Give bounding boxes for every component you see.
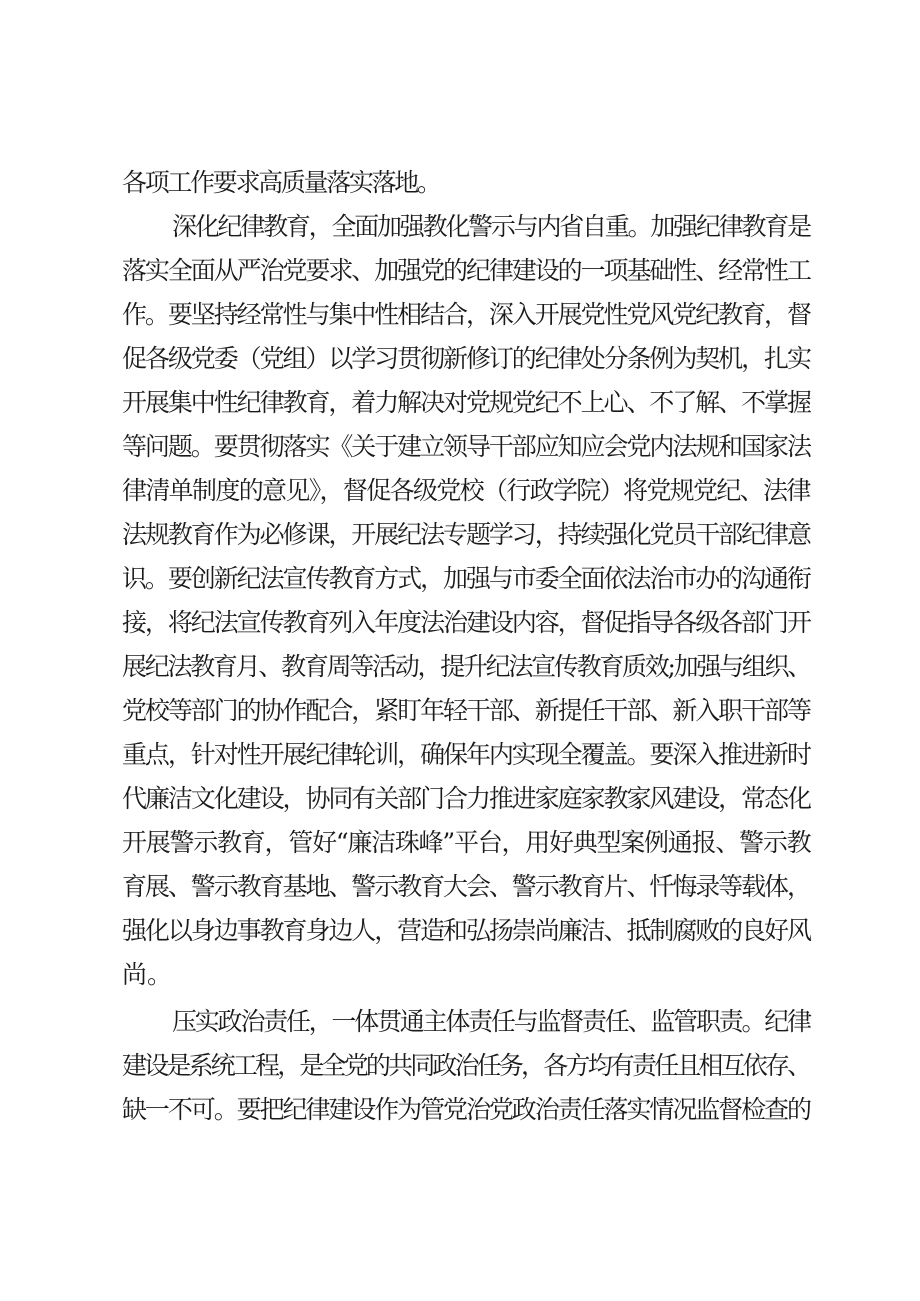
text-line: 重点，针对性开展纪律轮训，确保年内实现全覆盖。要深入推进新时 bbox=[122, 740, 810, 769]
text-line: 强化以身边事教育身边人，营造和弘扬崇尚廉洁、抵制腐败的良好风 bbox=[122, 916, 810, 945]
paragraph-2-first-line: 压实政治责任，一体贯通主体责任与监督责任、监管职责。纪律 bbox=[172, 1007, 810, 1036]
text-line: 促各级党委（党组）以学习贯彻新修订的纪律处分条例为契机，扎实 bbox=[122, 344, 810, 373]
text-line: 育展、警示教育基地、警示教育大会、警示教育片、忏悔录等载体， bbox=[122, 872, 810, 901]
text-line: 法规教育作为必修课，开展纪法专题学习，持续强化党员干部纪律意 bbox=[122, 520, 810, 549]
text-line: 接，将纪法宣传教育列入年度法治建设内容，督促指导各级各部门开 bbox=[122, 608, 810, 637]
text-line: 等问题。要贯彻落实《关于建立领导干部应知应会党内法规和国家法 bbox=[122, 432, 810, 461]
text-line: 开展警示教育，管好“廉洁珠峰”平台，用好典型案例通报、警示教 bbox=[122, 828, 811, 857]
text-line: 各项工作要求高质量落实落地。 bbox=[122, 168, 440, 197]
text-line: 缺一不可。要把纪律建设作为管党治党政治责任落实情况监督检查的 bbox=[122, 1095, 810, 1124]
text-line: 落实全面从严治党要求、加强党的纪律建设的一项基础性、经常性工 bbox=[122, 256, 810, 285]
text-line: 识。要创新纪法宣传教育方式，加强与市委全面依法治市办的沟通衔 bbox=[122, 564, 810, 593]
text-line: 建设是系统工程，是全党的共同政治任务，各方均有责任且相互依存、 bbox=[122, 1051, 810, 1080]
text-line: 代廉洁文化建设，协同有关部门合力推进家庭家教家风建设，常态化 bbox=[122, 784, 810, 813]
text-line: 展纪法教育月、教育周等活动，提升纪法宣传教育质效;加强与组织、 bbox=[122, 652, 811, 681]
text-line: 作。要坚持经常性与集中性相结合，深入开展党性党风党纪教育，督 bbox=[122, 300, 810, 329]
paragraph-1-first-line: 深化纪律教育，全面加强教化警示与内省自重。加强纪律教育是 bbox=[172, 212, 810, 241]
text-line: 党校等部门的协作配合，紧盯年轻干部、新提任干部、新入职干部等 bbox=[122, 696, 810, 725]
text-line: 律清单制度的意见》，督促各级党校（行政学院）将党规党纪、法律 bbox=[122, 476, 810, 505]
text-line: 尚。 bbox=[122, 960, 173, 989]
text-line: 开展集中性纪律教育，着力解决对党规党纪不上心、不了解、不掌握 bbox=[122, 388, 810, 417]
